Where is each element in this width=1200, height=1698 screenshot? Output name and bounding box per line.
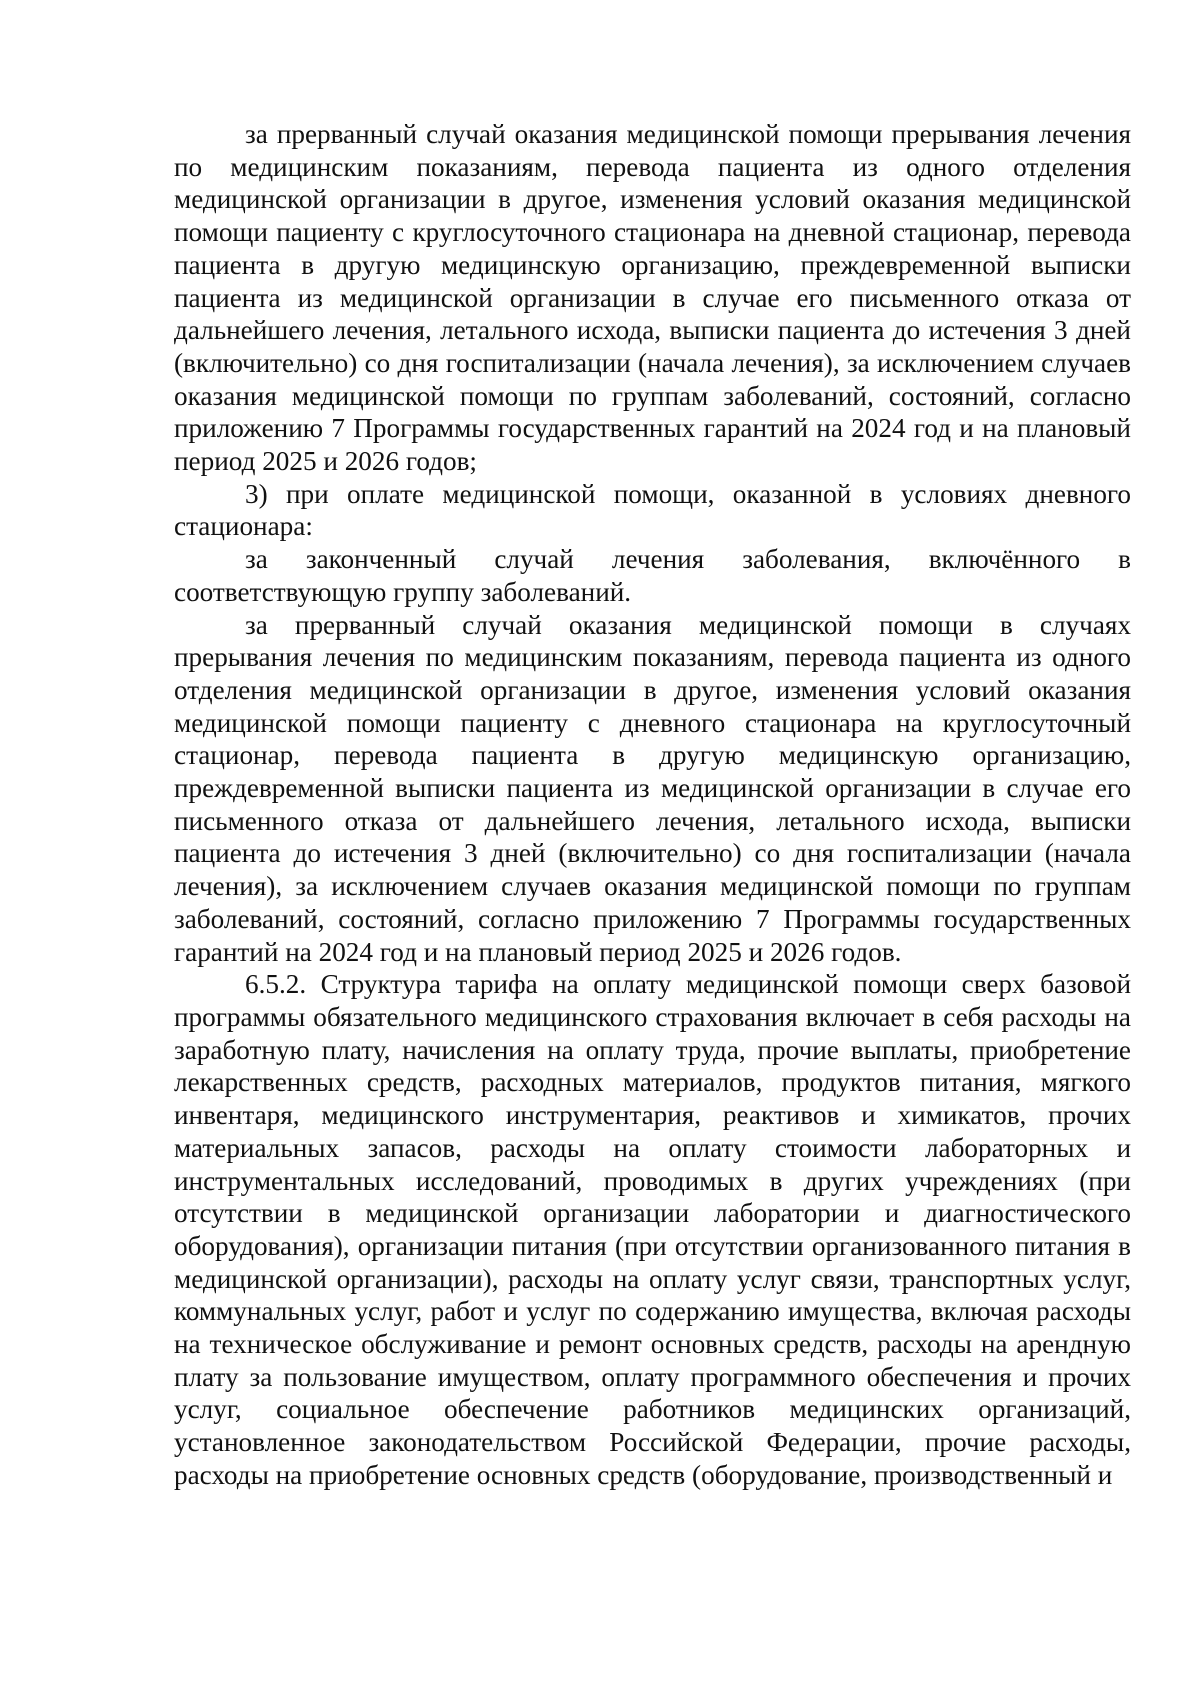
document-body bbox=[174, 118, 1131, 1492]
paragraph-day-hospital-payment: 3) при оплате медицинской помощи, оказанной в условиях дневного стационара: bbox=[174, 478, 1131, 542]
paragraph-tariff-structure: 6.5.2. Структура тарифа на оплату медицинской помощи сверх базовой программы обязательного медицинского страхования включает в себя расходы на заработную плату, начисления на оплату труда, прочие выплаты, приобретение лекарственных средств, расходных материалов, продуктов питания, мягкого инвентаря, медицинского инструментария, реактивов и химикатов, прочих материальных запасов, расходы на оплату стоимости лабораторных и инструментальных исследований, проводимых в других учреждениях (при отсутствии в медицинской организации лаборатории и диагностического оборудования), организации питания (при отсутствии организованного питания в медицинской организации), расходы на оплату услуг связи, транспортных услуг, коммунальных услуг, работ и услуг по содержанию имущества, включая расходы на техническое обслуживание и ремонт основных средств, расходы на арендную плату за пользование имуществом, оплату программного обеспечения и прочих услуг, социальное обеспечение работников медицинских организаций, установленное законодательством Российской Федерации, прочие расходы, расходы на приобретение основных средств (оборудование, производственный и bbox=[174, 969, 1131, 1490]
paragraph-interrupted-case-day-hospital: за прерванный случай оказания медицинской помощи в случаях прерывания лечения по медицинским показаниям, перевода пациента из одного отделения медицинской организации в другое, изменения условий оказания медицинской помощи пациенту с дневного стационара на круглосуточный стационар, перевода пациента в другую медицинскую организацию, преждевременной выписки пациента из медицинской организации в случае его письменного отказа от дальнейшего лечения, летального исхода, выписки пациента до истечения 3 дней (включительно) со дня госпитализации (начала лечения), за исключением случаев оказания медицинской помощи по группам заболеваний, состояний, согласно приложению 7 Программы государственных гарантий на 2024 год и на плановый период 2025 и 2026 годов. bbox=[174, 609, 1131, 967]
paragraph-completed-case: за законченный случай лечения заболевания, включённого в соответствующую группу заболеваний. bbox=[174, 544, 1131, 607]
paragraph-interrupted-case-round-the-clock: за прерванный случай оказания медицинской помощи прерывания лечения по медицинским показаниям, перевода пациента из одного отделения медицинской организации в другое, изменения условий оказания медицинской помощи пациенту с круглосуточного стационара на дневной стационар, перевода пациента в другую медицинскую организацию, преждевременной выписки пациента из медицинской организации в случае его письменного отказа от дальнейшего лечения, летального исхода, выписки пациента до истечения 3 дней (включительно) со дня госпитализации (начала лечения), за исключением случаев оказания медицинской помощи по группам заболеваний, состояний, согласно приложению 7 Программы государственных гарантий на 2024 год и на плановый период 2025 и 2026 годов; bbox=[174, 119, 1131, 477]
